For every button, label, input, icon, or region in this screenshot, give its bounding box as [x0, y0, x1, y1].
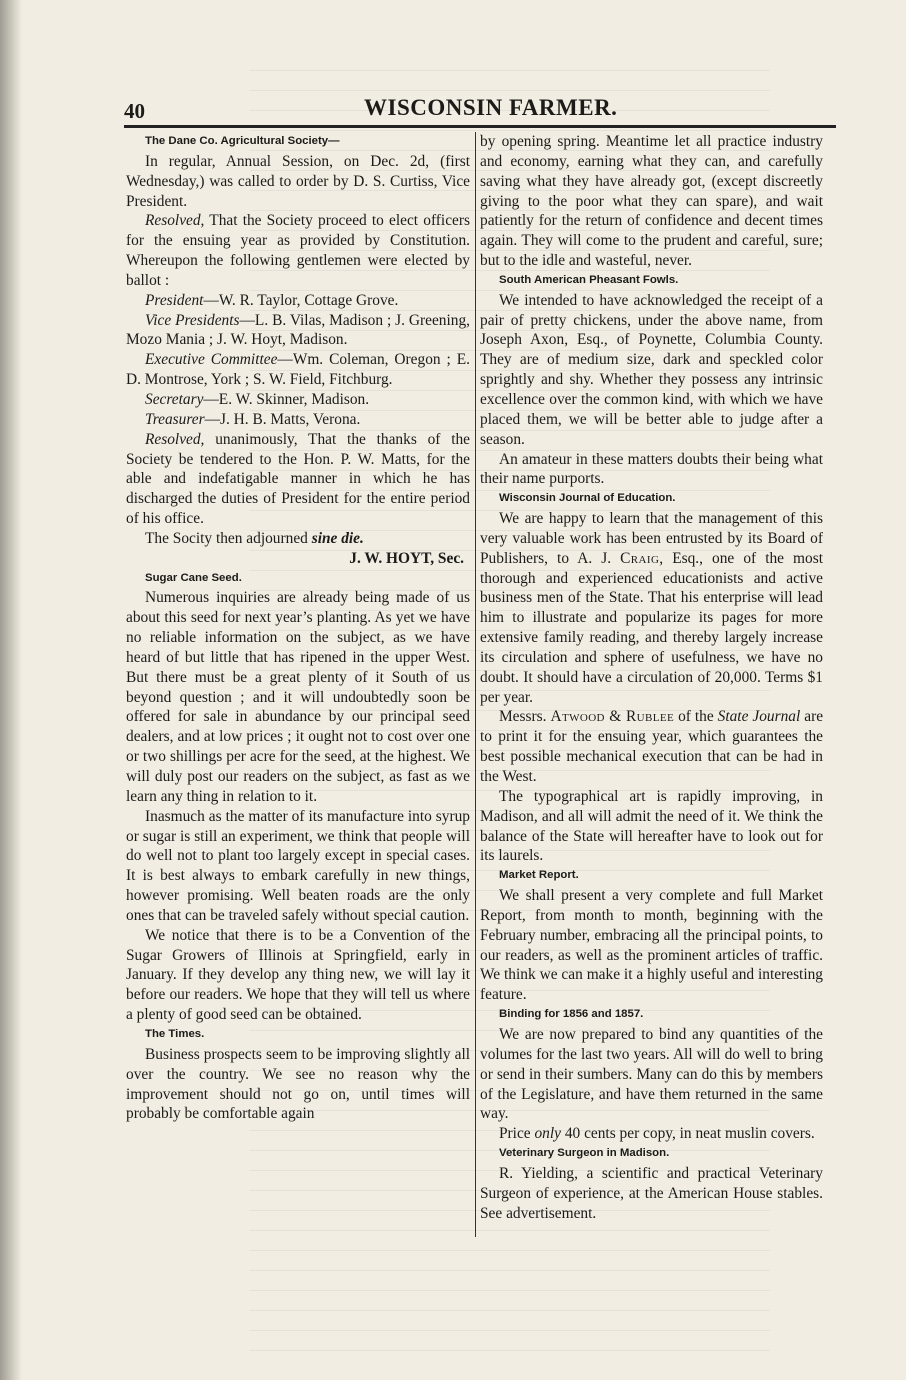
- article-heading-market-report: Market Report.: [499, 869, 579, 882]
- paragraph: R. Yielding, a scientific and practical Veterinary Surgeon of experience, at the American House stables. See advertisement.: [480, 1164, 823, 1222]
- italic-label: Resolved,: [145, 430, 205, 448]
- office-title: President: [145, 291, 204, 309]
- paragraph-continued: by opening spring. Meantime let all practice industry and economy, earning what they can, and carefully saving what they have already got, (except discreetly giving to the poor what they can spare), and wait patiently for the return of confidence and decent times again. They will come to the prudent and careful, sure; but to the idle and wasteful, never.: [480, 133, 823, 270]
- italic-label: Resolved,: [145, 212, 205, 230]
- office-title: Secretary: [145, 390, 204, 408]
- officer-line: [126, 410, 470, 430]
- column-rule: [475, 132, 476, 1237]
- text-run: That the Society proceed to elect officers for the ensuing year as provided by Constitution. Whereupon the following gentlemen were elected by ballot :: [126, 212, 470, 289]
- article-heading-the-times: The Times.: [145, 1027, 205, 1040]
- right-column: [480, 132, 823, 1223]
- running-title: WISCONSIN FARMER.: [364, 95, 618, 120]
- article-heading-dane-society: The Dane Co. Agricultural Society—: [145, 135, 340, 147]
- italic-word: only: [534, 1125, 561, 1143]
- page-header: [124, 95, 834, 125]
- signature: J. W. HOYT, Sec.: [349, 549, 464, 567]
- officer-names: —W. R. Taylor, Cottage Grove.: [203, 291, 399, 309]
- paragraph: [480, 707, 823, 786]
- header-rule: [124, 125, 836, 128]
- article-heading-sugar-cane-seed: Sugar Cane Seed.: [145, 571, 242, 584]
- officer-names: —L. B. Vilas, Madison ; J. Greening, Mozo Mania ; J. W. Hoyt, Madison.: [126, 311, 471, 349]
- paragraph: Inasmuch as the matter of its manufacture into syrup or sugar is still an experiment, we think that people will do well not to plant too largely except in special cases. It is best always to embark carefully in new things, however promising. Well beaten roads are the only ones that can be traveled safely without special caution.: [126, 807, 470, 924]
- paragraph: [126, 430, 470, 529]
- paragraph: [126, 529, 470, 549]
- text-run: Messrs.: [499, 708, 551, 726]
- paragraph: [480, 1124, 823, 1144]
- binding-gutter-shadow: [0, 0, 22, 1380]
- office-title: Vice Presidents: [145, 311, 240, 329]
- text-run: are to print it for the ensuing year, which guarantees the best possible mechanical execution that can be had in the West.: [480, 708, 824, 785]
- article-heading-pheasant-fowls: South American Pheasant Fowls.: [499, 273, 679, 286]
- article-heading-journal-of-education: Wisconsin Journal of Education.: [499, 492, 676, 505]
- paragraph: Business prospects seem to be improving slightly all over the country. We see no reason why the improvement should not go on, until times will probably be comfortable again: [126, 1045, 470, 1123]
- office-title: Executive Committee: [145, 351, 278, 369]
- officer-names: —J. H. B. Matts, Verona.: [204, 410, 361, 428]
- paragraph: We intended to have acknowledged the receipt of a pair of pretty chickens, under the above name, from Joseph Axon, Esq., of Poynette, Columbia County. They are of medium size, dark and speckled color sprightly and shy. Whether they possess any intrinsic excellence over the common kind, with which we have placed them, we will be better able to judge after a season.: [480, 291, 823, 448]
- officer-names: —Wm. Coleman, Oregon ; E. D. Montrose, York ; S. W. Field, Fitchburg.: [126, 351, 470, 389]
- text-run: We are happy to learn that the management of this very valuable work has been entrusted by its Board of Publishers, to A. J.: [480, 510, 823, 567]
- paragraph: In regular, Annual Session, on Dec. 2d, (first Wednesday,) was called to order by D. S. Curtiss, Vice President.: [126, 152, 470, 210]
- paragraph: Numerous inquiries are already being made of us about this seed for next year’s planting. As yet we have no reliable information on the subject, as we have heard of but little that has ripened in the upper West. But there must be a great plenty of it South of us beyond question ; and it will undoubtedly soon be offered for sale in abundance by our principal seed dealers, and at low prices ; it ought not to cost over one or two shillings per acre for the seed, at the highest. We will duly post our readers on the subject, as fast as we learn any thing in relation to it.: [126, 589, 470, 805]
- text-run: unanimously, That the thanks of the Society be tendered to the Hon. P. W. Matts, for the able and indefatigable manner in which he has discharged the duties of President for the entire period of his office.: [126, 430, 470, 528]
- text-run: The Socity then adjourned: [145, 529, 312, 547]
- text-run: 40 cents per copy, in neat muslin covers.: [560, 1125, 815, 1143]
- paragraph: [480, 509, 823, 707]
- text-run: Price: [499, 1125, 535, 1143]
- officer-names: —E. W. Skinner, Madison.: [203, 390, 370, 408]
- article-heading-binding: Binding for 1856 and 1857.: [499, 1008, 644, 1021]
- text-run: , Esq., one of the most thorough and experienced educationists and active business men of the State. That his enterprise will lead him to illustrate and popularize its pages for more extensive family reading, and thereby largely increase its circulation and sphere of usefulness, we have no doubt. It should have a circulation of 20,000. Terms $1 per year.: [480, 549, 823, 706]
- text-run: of the: [674, 708, 718, 726]
- small-caps-name: Craig: [620, 549, 660, 567]
- officer-line: [126, 390, 470, 410]
- small-caps-name: Atwood & Rublee: [550, 708, 675, 726]
- paragraph: We shall present a very complete and full Market Report, from month to month, beginning with the February number, embracing all the principal points, to our readers, as well as the prominent articles of traffic. We think we can make it a highly useful and interesting feature.: [480, 887, 823, 1004]
- paragraph: We notice that there is to be a Convention of the Sugar Growers of Illinois at Springfield, early in January. If they develop any thing new, we will lay it before our readers. We hope that they will tell us where a plenty of good seed can be obtained.: [126, 926, 470, 1024]
- officer-line: [126, 350, 470, 390]
- article-heading-veterinary-surgeon: Veterinary Surgeon in Madison.: [499, 1147, 670, 1160]
- paragraph: [126, 211, 470, 290]
- left-column: [126, 132, 470, 1124]
- officer-line: [126, 291, 470, 311]
- paragraph: An amateur in these matters doubts their being what their name purports.: [480, 450, 823, 488]
- officer-line: [126, 311, 470, 351]
- paragraph: The typographical art is rapidly improving, in Madison, and all will admit the need of it. We think the balance of the State will hereafter have to look out for its laurels.: [480, 787, 823, 865]
- paragraph: We are now prepared to bind any quantities of the volumes for the last two years. All will do well to bring or send in their sumbers. Many can do this by members of the Legislature, and have them returned in the same way.: [480, 1025, 823, 1123]
- office-title: Treasurer: [145, 410, 205, 428]
- page-number: 40: [124, 99, 145, 123]
- italic-phrase: sine die.: [311, 529, 364, 547]
- italic-title: State Journal: [717, 708, 801, 726]
